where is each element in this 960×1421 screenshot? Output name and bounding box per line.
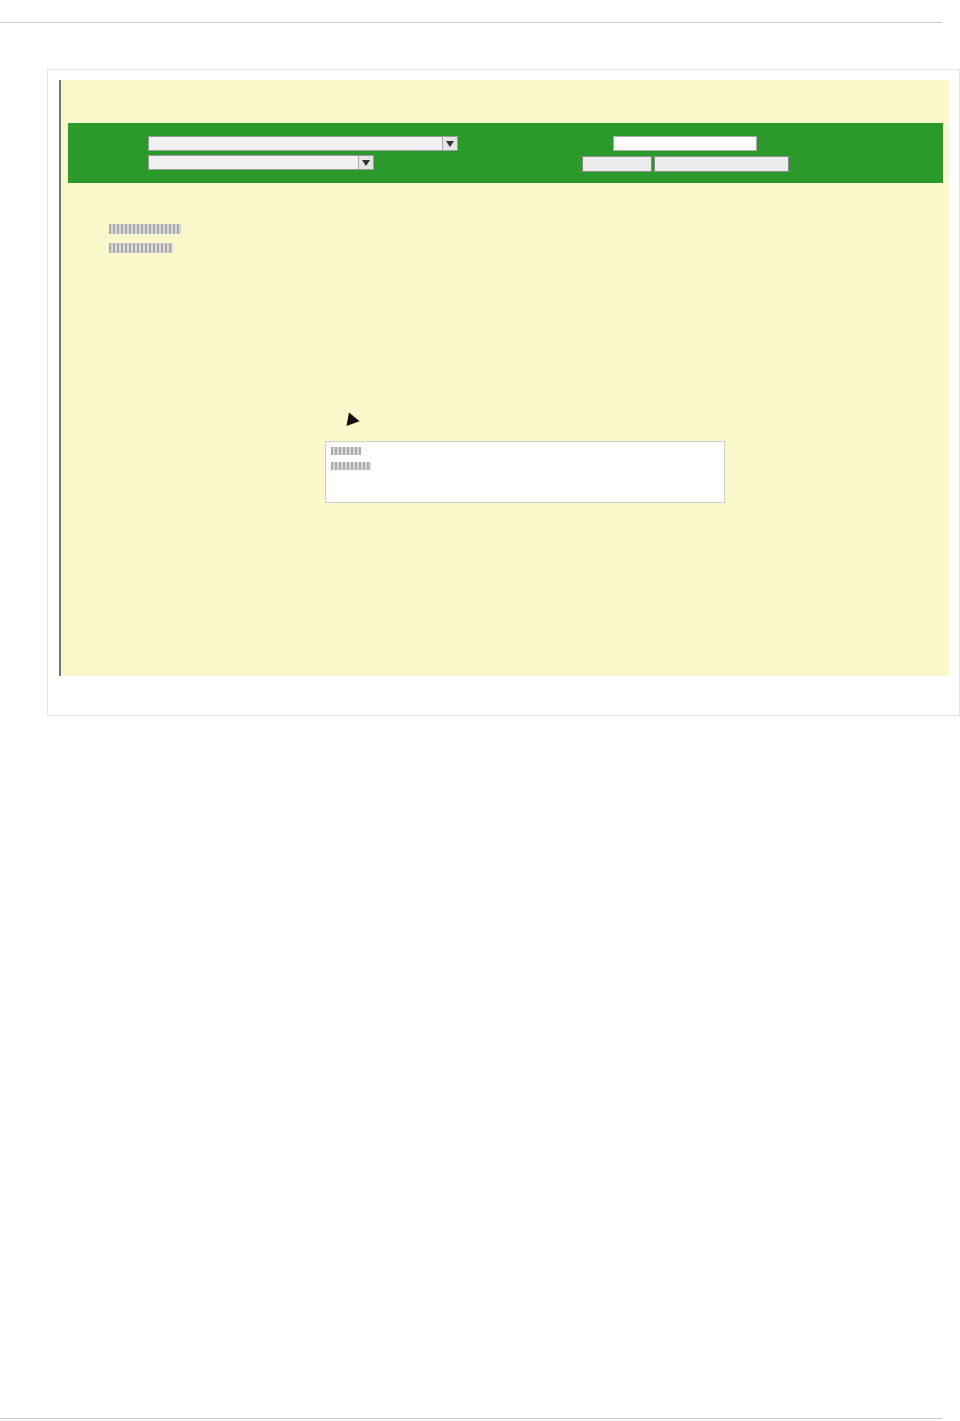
mouse-cursor-icon <box>342 410 359 426</box>
redacted-text <box>109 243 173 253</box>
przychodnia-info <box>109 240 173 256</box>
redacted-text <box>331 462 371 470</box>
chevron-down-icon <box>358 156 373 169</box>
redacted-text <box>109 224 181 234</box>
date-input[interactable] <box>613 136 757 151</box>
tooltip-office <box>331 460 719 475</box>
slot-tooltip <box>325 441 725 503</box>
redacted-text <box>331 447 361 455</box>
poradnia-select[interactable] <box>148 136 458 151</box>
tooltip-doctor <box>331 445 719 460</box>
poradnia-info <box>109 221 181 237</box>
footer-divider <box>0 1418 942 1419</box>
go-to-button[interactable] <box>582 156 652 172</box>
app-screenshot <box>59 80 949 676</box>
nearest-free-button[interactable] <box>654 156 789 172</box>
document-header <box>0 0 942 23</box>
lekarz-select[interactable] <box>148 155 374 170</box>
chevron-down-icon <box>442 137 457 150</box>
figure <box>47 69 960 716</box>
filter-bar <box>68 123 943 183</box>
